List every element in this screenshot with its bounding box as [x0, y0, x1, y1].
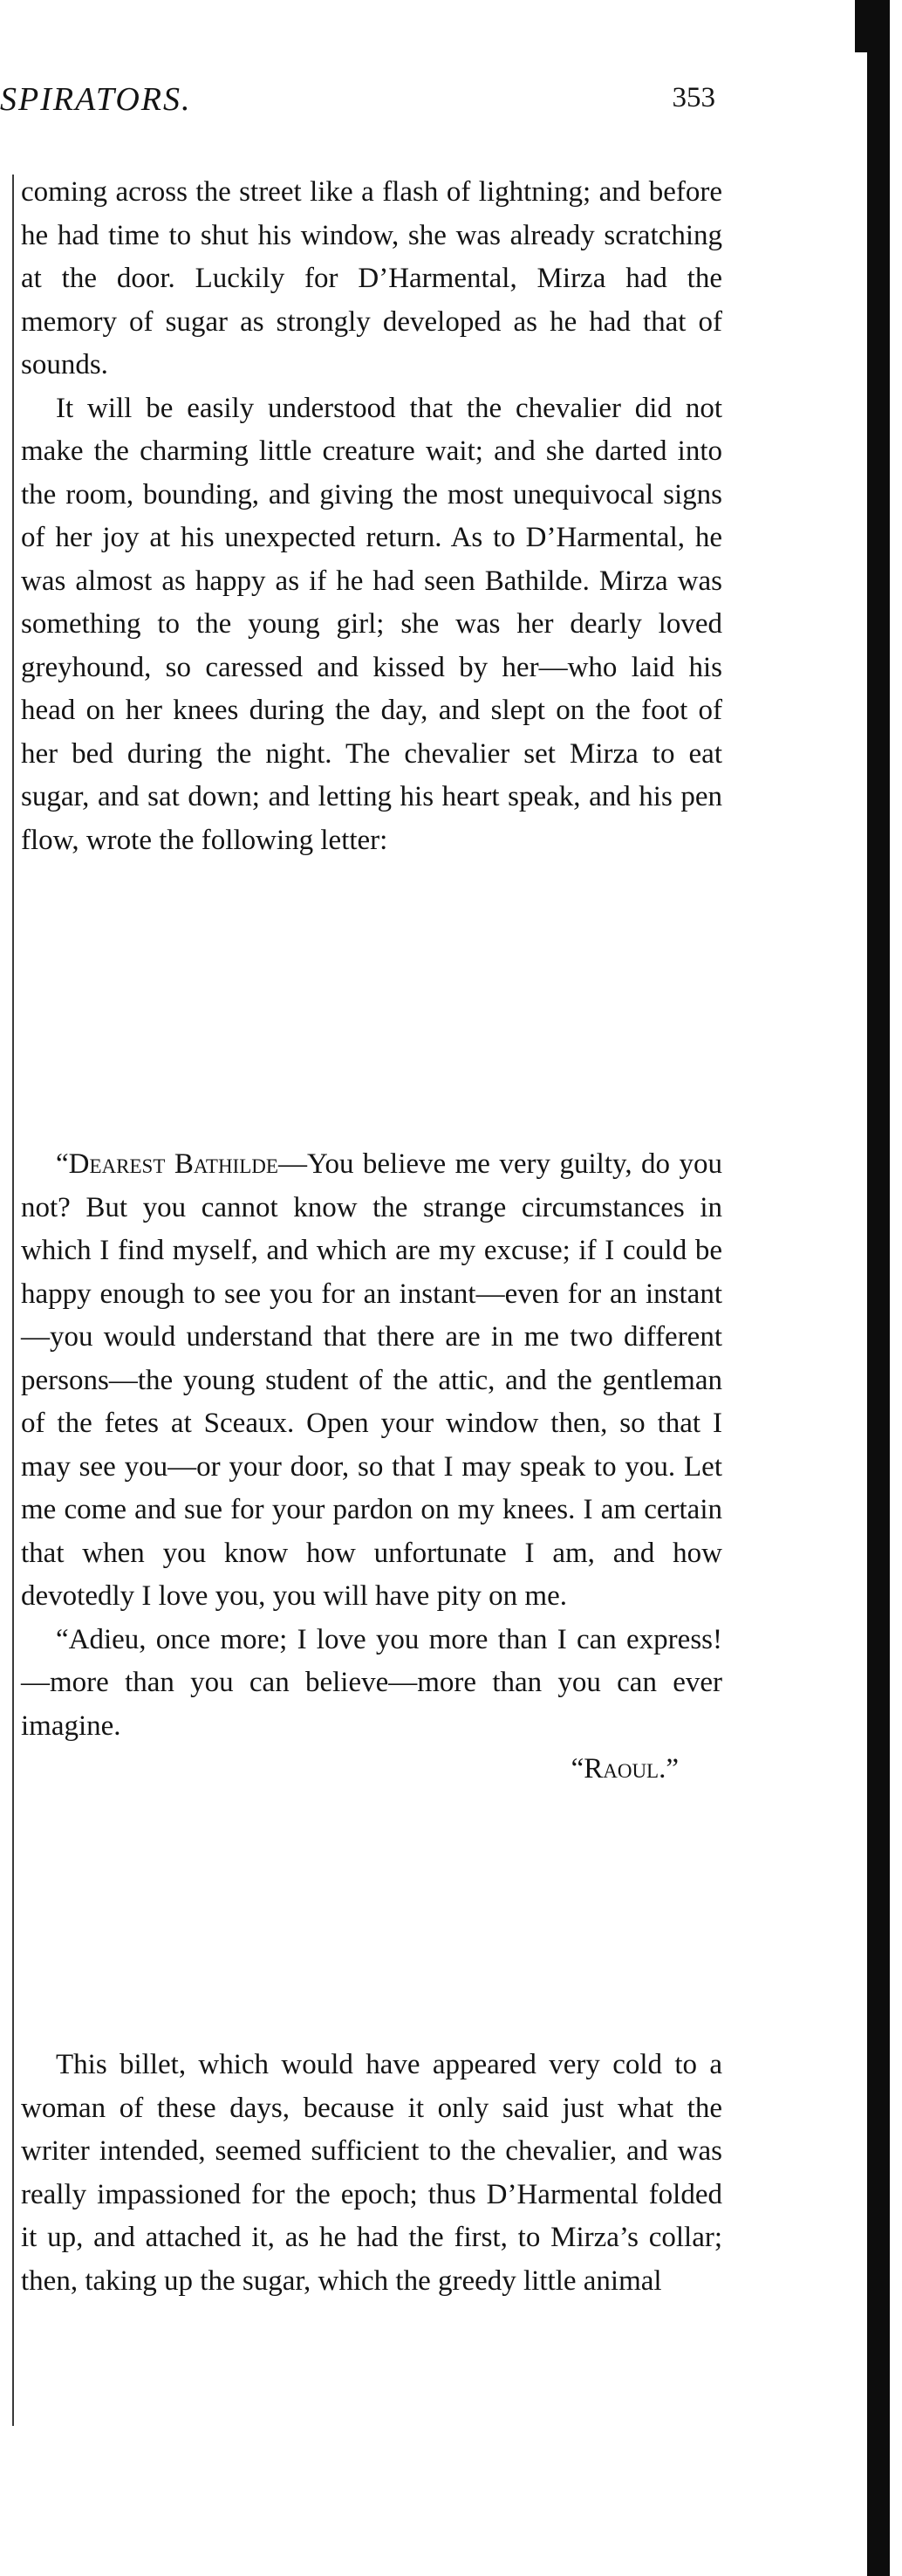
page-edge-shadow [867, 0, 890, 2576]
letter-paragraph-2: “Adieu, once more; I love you more than I can express!—more than you can believe—more than you can ever imagine. [21, 1623, 722, 1742]
page-header [0, 80, 733, 124]
paragraph-continued: coming across the street like a flash of lightning; and before he had time to shut his window, she was already scratching at the door. Luckily for D’Harmental, Mirza had the memory of sugar as strongly developed as he had that of sounds. [21, 176, 722, 380]
page-edge-notch [855, 0, 867, 52]
page-number: 353 [672, 82, 715, 113]
letter-paragraph-1 [21, 1143, 722, 1619]
letter-salutation: Dearest Bathilde [68, 1148, 278, 1180]
paragraph-chevalier: It will be easily understood that the chevalier did not make the charming little creature wait; and she darted into the room, bounding, and giving the most unequivocal signs of her joy at his unexpected return. As to D’Harmental, he was almost as happy as if he had seen Bathilde. Mirza was something to the young girl; she was her dearly loved greyhound, so caressed and kissed by her—who laid his head on her knees during the day, and slept on the foot of her bed during the night. The chevalier set Mirza to eat sugar, and sat down; and letting his heart speak, and his pen flow, wrote the following letter: [21, 392, 722, 856]
closing-section [21, 2044, 722, 2303]
letter-opening-quote: “ [56, 1148, 69, 1180]
letter-signature: “Raoul.” [571, 1753, 679, 1785]
letter-section [21, 1143, 722, 1792]
column-rule [12, 175, 14, 2426]
running-title: SPIRATORS. [0, 81, 192, 118]
narrative-section [21, 171, 722, 862]
letter-body-1: —You believe me very guilty, do you not? But you cannot know the strange circumstances in which I find myself, and which are my excuse; if I could be happy enough to see you for an instant—even for an instant—you would understand that there are in me two different persons—the young student of the attic, and the gentleman of the fetes at Sceaux. Open your window then, so that I may see you—or your door, so that I may speak to you. Let me come and sue for your pardon on my knees. I am certain that when you know how unfortunate I am, and how devotedly I love you, you will have pity on me. [21, 1148, 722, 1612]
paragraph-billet: This billet, which would have appeared very cold to a woman of these days, because it only said just what the writer intended, seemed sufficient to the chevalier, and was really impassioned for the epoch; thus D’Harmental folded it up, and attached it, as he had the first, to Mirza’s collar; then, taking up the sugar, which the greedy little animal [21, 2049, 722, 2297]
